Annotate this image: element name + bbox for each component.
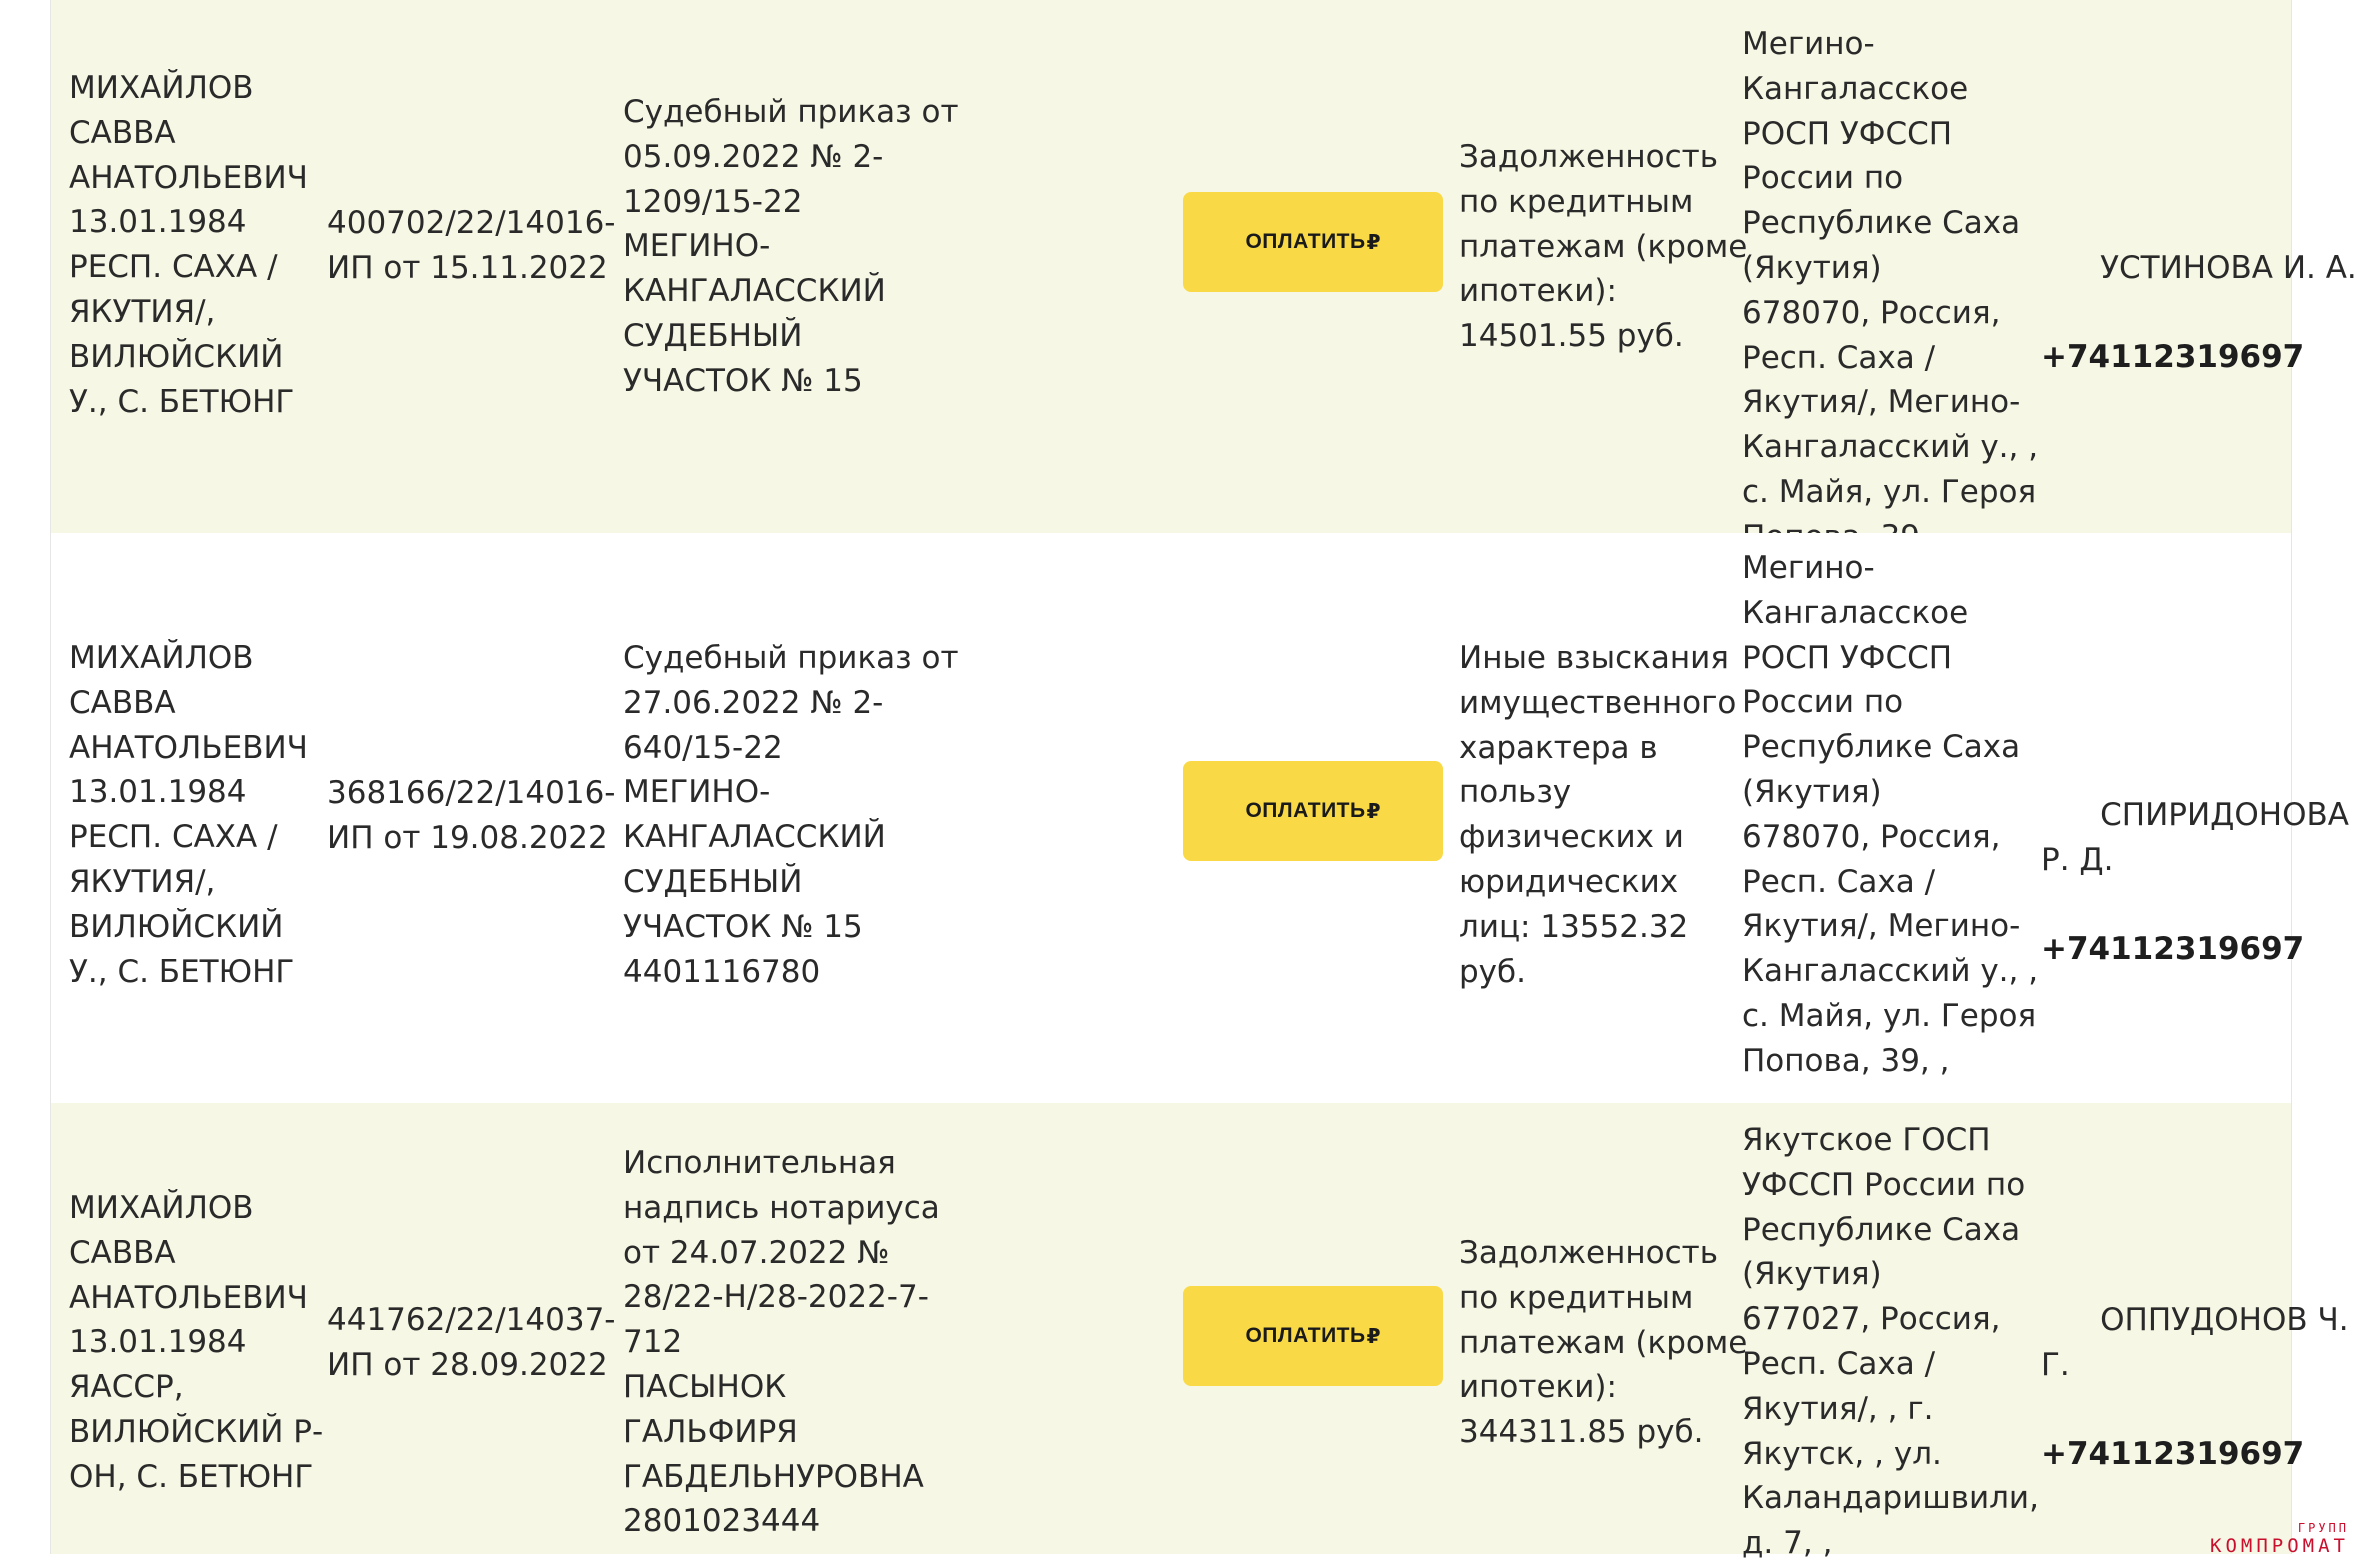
table-row <box>51 0 2357 533</box>
proceeding-cell: 441762/22/14037- ИП от 28.09.2022 <box>327 1302 616 1383</box>
proceeding-cell: 368166/22/14016- ИП от 19.08.2022 <box>327 775 616 856</box>
bailiff-cell <box>2041 201 2357 470</box>
pay-button-label: ОПЛАТИТЬ <box>1245 230 1366 253</box>
bailiff-name: УСТИНОВА И. А. <box>2100 249 2357 286</box>
ruble-icon: ₽ <box>1366 230 1381 254</box>
pay-button-label: ОПЛАТИТЬ <box>1245 1324 1366 1347</box>
bailiff-name: ОППУДОНОВ Ч. Г. <box>2041 1301 2349 1383</box>
document-cell: Судебный приказ от 27.06.2022 № 2- 640/15-22 МЕГИНО- КАНГАЛАССКИЙ СУДЕБНЫЙ УЧАСТОК № 15 4401116780 <box>623 640 959 990</box>
subject-cell: Задолженность по кредитным платежам (кроме ипотеки): 344311.85 руб. <box>1459 1235 1748 1451</box>
department-cell: Якутское ГОСП УФССП России по Республике Саха (Якутия) 677027, Россия, Респ. Саха / Якутия/, , г. Якутск, , ул. Каландаришвили, д. 7, , <box>1742 1122 2039 1562</box>
watermark-logo <box>2210 1521 2349 1557</box>
subject-cell: Иные взыскания имущественного характера в пользу физических и юридических лиц: 13552.32 руб. <box>1459 640 1737 990</box>
pay-button[interactable] <box>1183 1286 1443 1386</box>
department-cell: Мегино- Кангаласское РОСП УФССП России по Республике Саха (Якутия) 678070, Россия, Респ. Саха / Якутия/, Мегино- Кангаласский у., , с. Майя, ул. Героя Попова, 39, , <box>1742 550 2039 1079</box>
document-cell: Судебный приказ от 05.09.2022 № 2- 1209/15-22 МЕГИНО- КАНГАЛАССКИЙ СУДЕБНЫЙ УЧАСТОК № 15 <box>623 94 959 399</box>
bailiff-phone: +74112319697 <box>2041 1436 2305 1473</box>
subject-cell: Задолженность по кредитным платежам (кроме ипотеки): 14501.55 руб. <box>1459 139 1748 355</box>
ruble-icon: ₽ <box>1366 799 1381 823</box>
department-cell: Мегино- Кангаласское РОСП УФССП России по Республике Саха (Якутия) 678070, Россия, Респ. Саха / Якутия/, Мегино- Кангаласский у., , с. Майя, ул. Героя <box>1742 26 2039 510</box>
pay-button[interactable] <box>1183 192 1443 292</box>
bailiff-phone: +74112319697 <box>2041 931 2305 968</box>
watermark-big: КОМПРОМАТ <box>2210 1535 2349 1557</box>
bailiff-cell <box>2041 1253 2349 1567</box>
debtor-cell: МИХАЙЛОВ САВВА АНАТОЛЬЕВИЧ 13.01.1984 ЯАССР, ВИЛЮЙСКИЙ Р- ОН, С. БЕТЮНГ <box>69 1190 324 1495</box>
table-row <box>51 533 2349 1103</box>
debtor-cell: МИХАЙЛОВ САВВА АНАТОЛЬЕВИЧ 13.01.1984 РЕСП. САХА / ЯКУТИЯ/, ВИЛЮЙСКИЙ У., С. БЕТЮНГ <box>69 70 308 420</box>
proceeding-cell: 400702/22/14016- ИП от 15.11.2022 <box>327 205 616 286</box>
ruble-icon: ₽ <box>1366 1324 1381 1348</box>
pay-button[interactable] <box>1183 761 1443 861</box>
document-cell: Исполнительная надпись нотариуса от 24.07.2022 № 28/22-Н/28-2022-7- 712 ПАСЫНОК ГАЛЬФИРЯ ГАБДЕЛЬНУРОВНА 2801023444 <box>623 1145 940 1540</box>
pay-button-label: ОПЛАТИТЬ <box>1245 799 1366 822</box>
bailiff-phone: +74112319697 <box>2041 339 2305 376</box>
debtor-cell: МИХАЙЛОВ САВВА АНАТОЛЬЕВИЧ 13.01.1984 РЕСП. САХА / ЯКУТИЯ/, ВИЛЮЙСКИЙ У., С. БЕТЮНГ <box>69 640 308 990</box>
bailiff-cell <box>2041 748 2349 1062</box>
watermark-small: ГРУПП <box>2297 1521 2349 1535</box>
bailiff-name: СПИРИДОНОВА Р. Д. <box>2041 796 2349 878</box>
